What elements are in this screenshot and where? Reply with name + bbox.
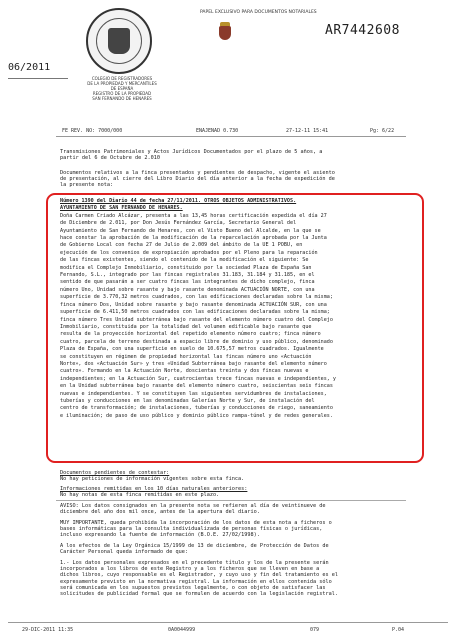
seal-caption <box>72 76 172 101</box>
intro-paragraph-1 <box>60 149 322 161</box>
text-line: independientes; en la Actuación Sur, cuatrocientas trece fincas nuevas e independientes, y <box>60 375 337 382</box>
pending-requests <box>60 470 244 482</box>
text-line: AVISO: Los datos consignados en la presente nota se refieren al día de veintinueve de <box>60 503 326 509</box>
important-paragraph <box>60 520 332 539</box>
seal-caption-line: DE ESPAÑA <box>110 86 134 91</box>
text-line: superficie de 3.770,32 metros cuadrados, con las edificaciones declaradas sobre la misma; <box>60 294 333 301</box>
text-line: hace constar la aprobación de la modificación de la reparcelación aprobada por la Junta <box>60 235 327 242</box>
seal-caption-line: REGISTRO DE LA PROPIEDAD <box>92 91 152 96</box>
text-line: A los efectos de la Ley Orgánica 15/1999 de 13 de diciembre, de Protección de Datos de <box>60 543 329 549</box>
text-line: resulta de la proyección horizontal del repetido elemento número cuatro; finca número <box>60 331 321 338</box>
text-line: número Uno, Unidad sobre rasante y bajo rasante denominada ACTUACIÓN NORTE, con una <box>60 286 315 293</box>
text-line: dichos libros, cuyo responsable es el Registrador, y cuyo uso y fin del tratamiento es el <box>60 572 338 579</box>
text-line: será comunicada en los supuestos previstos legalmente, o con objeto de satisfacer las <box>60 584 326 591</box>
header-divider <box>8 78 68 79</box>
text-line: cuatro». Formando en la Actuación Norte, doscientas treinta y dos fincas nuevas e <box>60 368 309 375</box>
text-line: de presentación, al cierre del Libro Diario del día anterior a la fecha de expedición de <box>60 176 335 183</box>
section-heading: Informaciones remitidas en los 10 días naturales anteriores: <box>60 486 248 492</box>
text-line: modifica el Complejo Inmobiliario, constituido por la sociedad Plaza de España San <box>60 264 312 271</box>
registry-seal <box>86 8 152 74</box>
text-line: Norte», dos «Actuación Sur» y tres «Unidad Subterránea bajo rasante del elemento número <box>60 360 327 367</box>
text-line: Transmisiones Patrimoniales y Actos Jurídicos Documentados por el plazo de 5 años, a <box>60 149 323 155</box>
footer-divider <box>8 622 448 623</box>
meta-transmission-id: FE REV. NO: 7000/000 <box>62 128 123 134</box>
text-line: e iluminación; de paso de uso público y dominio público rampa-túnel y de redes generales. <box>60 412 333 419</box>
text-line: finca número Dos, Unidad sobre rasante y bajo rasante denominada ACTUACIÓN SUR, con una <box>60 301 327 308</box>
meta-page: Pg: 6/22 <box>370 128 395 134</box>
text-line: ejecución de los convenios de expropiación aprobados por el Pleno para la reparación <box>60 249 318 256</box>
text-line: Doña Carmen Criado Alcázar, presenta a las 13,45 horas certificación expedida el día 27 <box>60 212 327 219</box>
text-line: centro de transformación; de instalaciones, tuberías y conducciones de riego, saneamiento <box>60 405 333 412</box>
text-line: Inmobiliario, constituida por la totalidad del volumen edificable bajo rasante que <box>60 323 312 330</box>
footer-number: 079 <box>310 627 320 633</box>
text-line: Ayuntamiento de San Fernando de Henares, con el Visto Bueno del Alcalde, en la que se <box>60 227 321 234</box>
entry-heading: Número 1390 del Diario 44 de fecha 27/11/2011. OTROS OBJETOS ADMINISTRATIVOS. <box>60 198 297 204</box>
data-protection-intro <box>60 543 329 555</box>
highlighted-entry <box>60 198 336 420</box>
text-line: diciembre del año dos mil once, antes de la apertura del diario. <box>60 509 260 516</box>
text-line: cuatro, parcela de terreno destinada a espacio libre de dominio y uso público, denominado <box>60 338 333 345</box>
text-line: No hay notas de esta finca remitidas en este plazo. <box>60 492 220 499</box>
footer-datetime: 29-DIC-2011 11:35 <box>22 627 74 633</box>
exclusive-paper-text: PAPEL EXCLUSIVO PARA DOCUMENTOS NOTARIALES <box>200 10 317 15</box>
text-line: de Diciembre de 2.011, por Don Jesús Fernández García, Secretario General del <box>60 220 297 227</box>
seal-caption-line: COLEGIO DE REGISTRADORES <box>91 76 153 81</box>
text-line: Plaza de España, con una superficie en suelo de 10.675,57 metros cuadrados. Igualmente <box>60 346 324 353</box>
text-line: sentido de que pasarán a ser cuatro fincas las integrantes de dicho complejo, finca <box>60 279 315 286</box>
text-line: se constituyen en régimen de propiedad horizontal las fincas número uno «Actuación <box>60 353 312 360</box>
registry-number: AR7442608 <box>325 23 400 38</box>
coat-of-arms-icon <box>216 24 234 42</box>
section-heading: Documentos pendientes de contestar: <box>60 470 170 476</box>
text-line: MUY IMPORTANTE, queda prohibida la incorporación de los datos de esta nota a ficheros o <box>60 520 332 526</box>
text-line: finca número Tres Unidad subterránea bajo rasante del elemento número cuatro del Complejo <box>60 316 333 323</box>
recent-reports <box>60 486 247 498</box>
text-line: Documentos relativos a la finca presentados y pendientes de despacho, vigente el asiento <box>60 170 335 176</box>
seal-emblem <box>108 28 130 54</box>
text-line: No hay peticiones de información vigentes sobre esta finca. <box>60 476 245 483</box>
text-line: partir del 6 de Octubre de 2.010 <box>60 155 160 162</box>
text-line: tuberías y conducciones en las denominadas Galerías Norte y Sur, de instalación del <box>60 397 315 404</box>
text-line: nuevas e independientes. Y se constituyen las siguientes servidumbres de instalaciones, <box>60 390 327 397</box>
crest-shield <box>219 26 231 40</box>
text-line: bases informáticas para la consulta individualizada de personas físicas o jurídicas, <box>60 526 323 533</box>
data-protection-clause-1 <box>60 560 338 597</box>
notice-divider <box>56 500 406 501</box>
intro-paragraph-2 <box>60 170 335 189</box>
text-line: Carácter Personal queda informado de que: <box>60 549 189 556</box>
text-line: incluso expresando la fuente de información (B.O.E. 27/02/1998). <box>60 532 260 539</box>
meta-divider <box>56 136 406 137</box>
text-line: de las fincas existentes, siendo el contenido de la modificación el siguiente: Se <box>60 257 309 264</box>
text-line: incorporados a los libros de este Registro y a los ficheros que se lleven en base a <box>60 566 320 573</box>
seal-caption-line: SAN FERNANDO DE HENARES <box>92 96 152 101</box>
text-line: la presente nota: <box>60 182 114 189</box>
entry-subheading: AYUNTAMIENTO DE SAN FERNANDO DE HENARES. <box>60 205 183 212</box>
text-line: solicitudes de publicidad formal que se formulen de acuerdo con la legislación registral. <box>60 591 338 598</box>
text-line: en la Unidad subterránea bajo rasante del elemento número cuatro, seiscientas seis fincas <box>60 383 333 390</box>
footer-page: P.04 <box>392 627 405 633</box>
seal-caption-line: DE LA PROPIEDAD Y MERCANTILES <box>87 81 157 86</box>
meta-code: ENAJENAD 0.730 <box>196 128 239 134</box>
text-line: de Gobierno Local con fecha 27 de Julio de 2.009 del ámbito de la UE 1 POBU, en <box>60 242 303 249</box>
notice-paragraph <box>60 503 325 515</box>
text-line: expresamente previsto en la normativa registral. La información en ellos contenida sólo <box>60 578 332 585</box>
text-line: superficie de 6.411,50 metros cuadrados con las edificaciones declaradas sobre la misma; <box>60 309 330 316</box>
text-line: Fernando, S.L., integrado por las fincas registrales 31.183, 31.184 y 31.185, en el <box>60 272 315 279</box>
text-line: 1.- Los datos personales expresados en el precedente título y los de la presente serán <box>60 560 329 566</box>
year-label: 06/2011 <box>8 62 51 73</box>
footer-code: 0A0044999 <box>168 627 196 633</box>
meta-datetime: 27-12-11 15:41 <box>286 128 329 134</box>
